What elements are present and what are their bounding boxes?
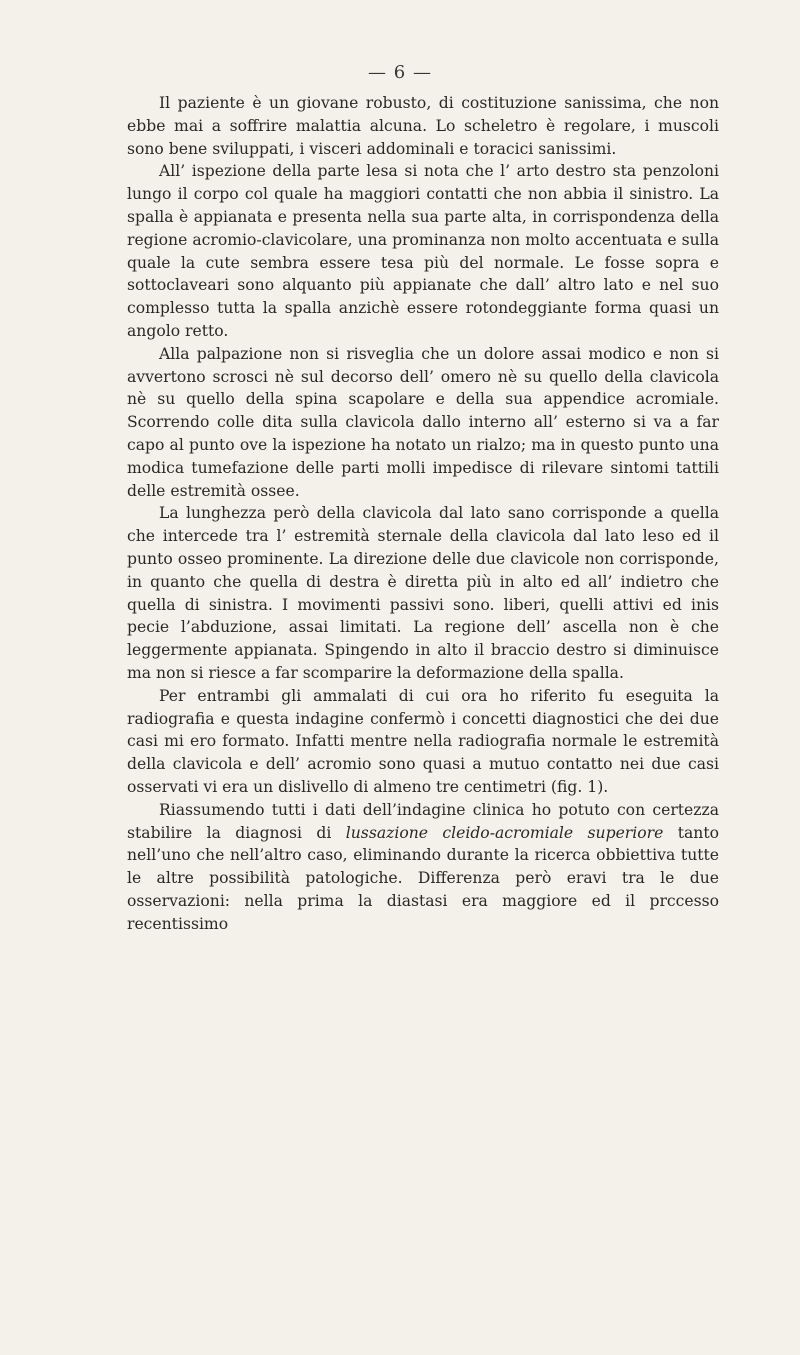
paragraph-patient-description: Il paziente è un giovane robusto, di costituzione sanissima, che non ebbe mai a soffrire malattia alcuna. Lo scheletro è regolare, i muscoli sono bene sviluppati, i visceri addominali e toracici sanissimi. [127,94,719,158]
page-number: — 6 — [368,62,432,83]
paragraph-radiography: Per entrambi gli ammalati di cui ora ho riferito fu eseguita la radiografia e questa indagine confermò i concetti diagnostici che dei due casi mi ero formato. Infatti mentre nella radiografia normale le estremità della clavicola e dell’ acromio sono quasi a mutuo contatto nei due casi osservati vi era un dislivello di almeno tre centimetri (fig. 1). [127,686,719,796]
paragraph-palpation: Alla palpazione non si risveglia che un dolore assai modico e non si avvertono scrosci nè sul decorso dell’ omero nè su quello della clavicola nè su quello della spina scapolare e della sua appendice acromiale. Scorrendo colle dita sulla clavicola dallo interno all’ esterno si va a far capo al punto ove la ispezione ha notato un rialzo; ma in questo punto una modica tumefazione delle parti molli impedisce di rilevare sintomi tattili delle estremità ossee. [127,344,719,500]
summary-text-end: tanto nell’uno che nell’altro caso, eliminando durante la ricerca obbiettiva tutte le altre possibilità patologiche. Differenza però eravi tra le due osservazioni: nella prima la diastasi era maggiore ed il prccesso recentissimo [127,823,719,933]
summary-text-start: Riassumendo tutti i dati dell’indagine clinica ho potuto con certezza stabilire la diagnosi di [127,800,719,842]
paragraph-summary [127,799,719,936]
paragraph-clavicle-length: La lunghezza però della clavicola dal lato sano corrisponde a quella che intercede tra l’ estremità sternale della clavicola dal lato leso ed il punto osseo prominente. La direzione delle due clavicole non corrisponde, in quanto che quella di destra è diretta più in alto ed all’ indietro che quella di sinistra. I movimenti passivi sono. liberi, quelli attivi ed inis pecie l’abduzione, assai limitati. La regione dell’ ascella non è che leggermente appianata. Spingendo in alto il braccio destro si diminuisce ma non si riesce a far scomparire la deformazione della spalla. [127,504,719,682]
body-text [127,92,719,935]
paragraph-inspection: All’ ispezione della parte lesa si nota che l’ arto destro sta penzoloni lungo il corpo col quale ha maggiori contatti che non abbia il sinistro. La spalla è appianata e presenta nella sua parte alta, in corrispondenza della regione acromio-clavicolare, una prominanza non molto accentuata e sulla quale la cute sembra essere tesa più del normale. Le fosse sopra e sottoclaveari sono alquanto più appianate che dall’ altro lato e nel suo complesso tutta la spalla anzichè essere rotondeggiante forma quasi un angolo retto. [127,162,719,340]
diagnosis-italic: lussazione cleido-acromiale superiore [345,823,664,842]
